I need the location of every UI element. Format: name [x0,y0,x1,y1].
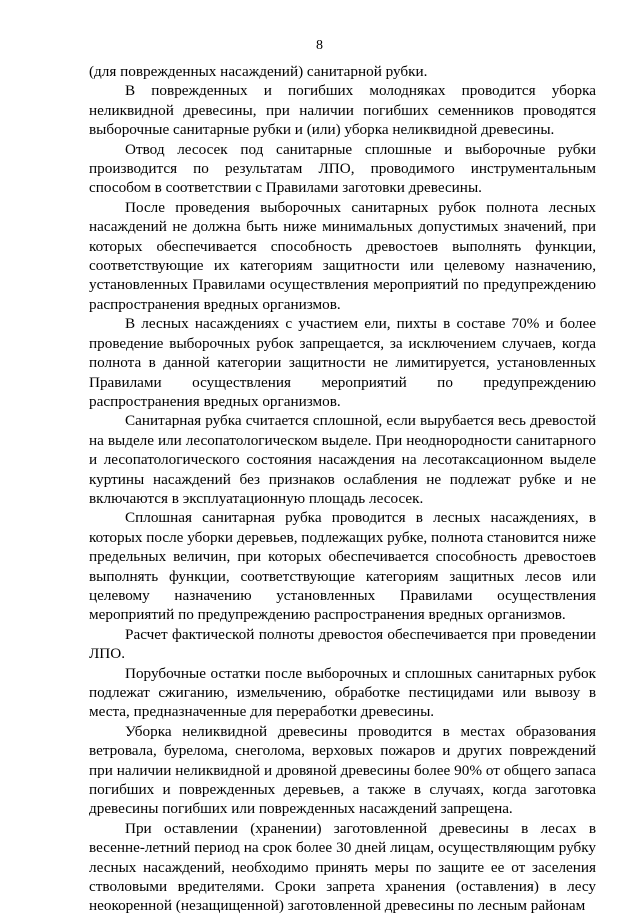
paragraph-cutting-allotment: Отвод лесосек под санитарные сплошные и выборочные рубки производится по результатам ЛПО, проводимого инструментальным способом в соответствии с Правилами заготовки древесины. [89,140,596,197]
paragraph-illiquid-wood: Уборка неликвидной древесины проводится в местах образования ветровала, бурелома, снеголома, верховых пожаров и других повреждений при наличии неликвидной и дровяной древесины более 90% от общего запаса погибших и поврежденных деревьев, а также в случаях, когда заготовка древесины погибших или поврежденных насаждений запрещена. [89,722,596,818]
paragraph-clear-cut-definition: Санитарная рубка считается сплошной, если вырубается весь древостой на выделе или лесопатологическом выделе. При неоднородности санитарного и лесопатологического состояния насаждения на лесотаксационном выделе куртины насаждений без признаков ослабления не подлежат рубке и не включаются в эксплуатационную площадь лесосек. [89,412,596,507]
document-body [89,62,596,916]
paragraph-clear-cut-conditions: Сплошная санитарная рубка проводится в лесных насаждениях, в которых после уборки деревьев, подлежащих рубке, полнота становится ниже предельных величин, при которых обеспечивается способность древостоев выполнять функции, соответствующие категориям защитных лесов или целевому назначению установленных Правилами осуществления мероприятий по предупреждению распространения вредных организмов. [89,509,596,624]
paragraph-logging-residues: Порубочные остатки после выборочных и сплошных санитарных рубок подлежат сжиганию, измельчению, обработке пестицидами или вывозу в места, предназначенные для переработки древесины. [89,664,596,721]
paragraph-wood-storage: При оставлении (хранении) заготовленной древесины в лесах в весенне-летний период на срок более 30 дней лицам, осуществляющим рубку лесных насаждений, необходимо принять меры по защите ее от заселения стволовыми вредителями. Сроки запрета хранения (оставления) в лесу неокоренной (незащищенной) заготовленной древесины по лесным районам [89,819,596,915]
paragraph-young-stands: В поврежденных и погибших молодняках проводится уборка неликвидной древесины, при наличии погибших семенников проводятся выборочные санитарные рубки и (или) уборка неликвидной древесины. [89,82,596,139]
paragraph-density-calculation: Расчет фактической полноты древостоя обеспечивается при проведении ЛПО. [89,625,596,663]
paragraph-selective-density: После проведения выборочных санитарных рубок полнота лесных насаждений не должна быть ниже минимальных допустимых значений, при которых обеспечивается способность древостоев выполнять функции, соответствующие их категориям защитности или целевому назначению, установленных Правилами осуществления мероприятий по предупреждению распространения вредных организмов. [89,198,596,313]
paragraph-spruce-fir: В лесных насаждениях с участием ели, пихты в составе 70% и более проведение выборочных рубок запрещается, за исключением случаев, когда полнота в данной категории защитности не лимитируется, установленных Правилами осуществления мероприятий по предупреждению распространения вредных организмов. [89,315,596,410]
paragraph-continuation: (для поврежденных насаждений) санитарной рубки. [89,63,428,80]
page-number: 8 [316,38,323,53]
